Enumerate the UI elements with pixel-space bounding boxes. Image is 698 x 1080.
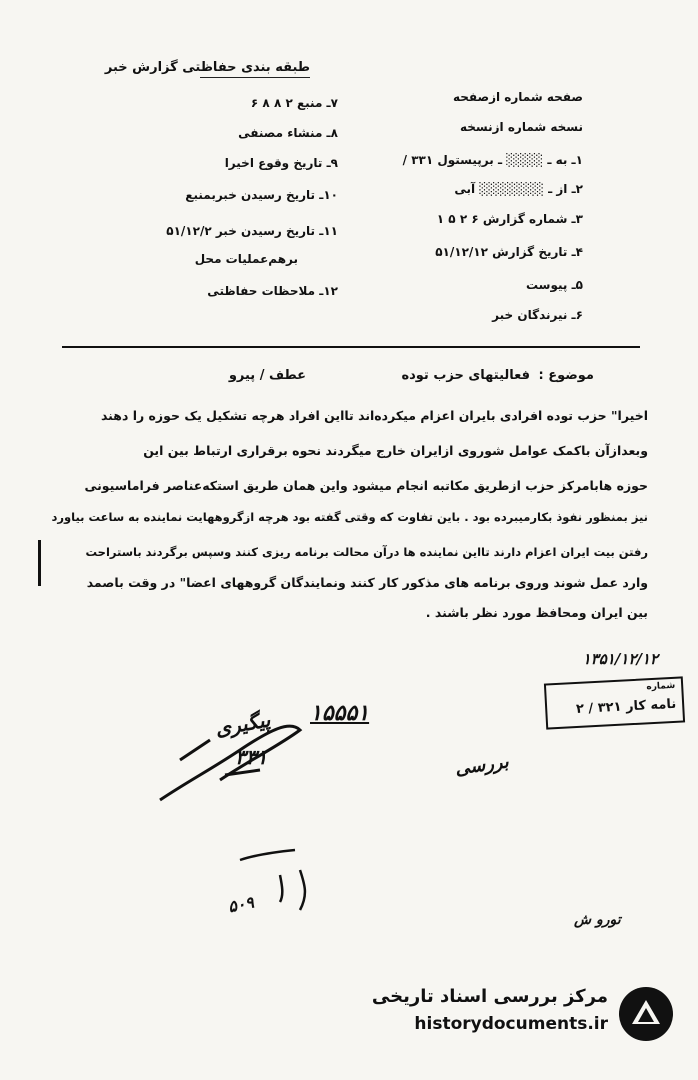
header-field-report-receipt-date: ۱۱ـ تاریخ رسیدن خبر ۵۱/۱۲/۲: [166, 224, 338, 238]
handwritten-signature-name: تورو ش: [574, 912, 621, 928]
handwritten-note-followup: پیگیری: [213, 707, 273, 741]
subject-reference: عطف / پیرو: [228, 368, 306, 383]
document-title: طبقه بندی حفاظتی گزارش خبر: [200, 60, 310, 78]
registry-stamp: [544, 676, 685, 729]
handwritten-note-review: بررسی: [453, 751, 510, 780]
subject-label: موضوع :: [538, 368, 594, 383]
watermark-url: historydocuments.ir: [414, 1014, 608, 1034]
handwritten-note-code: ۳۳۱: [235, 745, 268, 769]
handwritten-note-bottom: ۵۰۹: [226, 892, 256, 917]
body-line: وبعدازآن باکمک عوامل شوروی ازایران خارج میگردند نحوه برقراری ارتباط بین این: [143, 443, 648, 458]
stamp-number: نامه کار ۳۲۱ / ۲: [575, 696, 677, 718]
header-field-attachment: ۵ـ پیوست: [525, 278, 583, 292]
stamp-label: شماره: [646, 680, 676, 693]
header-field-origin: ۸ـ منشاء مصنفی: [238, 126, 338, 140]
body-line: بین ایران ومحافظ مورد نظر باشند .: [425, 605, 648, 620]
handwritten-note-number: ۱۵۵۵۱: [310, 700, 370, 726]
header-field-recipients: ۶ـ نیرندگان خبر: [492, 308, 583, 322]
body-line: اخیرا" حزب توده افرادی بایران اعزام میکرده‌اند تااین افراد هرچه تشکیل یک حوزه را دهند: [100, 408, 648, 423]
body-line: حوزه هابامرکز حزب ازطریق مکاتبه انجام میشود واین همان طریق استکه‌عناصر فراماسیونی: [84, 478, 648, 493]
header-field-source: ۷ـ منبع ۲ ۸ ۸ ۶: [250, 96, 338, 110]
header-field-page-number: صفحه شماره ازصفحه: [452, 90, 583, 104]
body-line: نیز بمنظور نفوذ بکارمیبرده بود . باین تفاوت که وقتی گفته بود هرچه ازگروههایت نماینده به ساعت بیاورد: [51, 510, 648, 524]
header-field-source-receipt-date: ۱۰ـ تاریخ رسیدن خبربمنبع: [185, 188, 338, 202]
header-field-note: برهم‌عملیات محل: [194, 252, 298, 266]
header-field-occurrence-date: ۹ـ تاریخ وقوع اخیرا: [224, 156, 338, 170]
watermark-title: مرکز بررسی اسناد تاریخی: [371, 986, 608, 1007]
archive-watermark: [371, 978, 678, 1048]
handwritten-date: ۱۳۵۱/۱۲/۱۲: [582, 650, 658, 668]
signature-scribble: [150, 700, 350, 810]
header-field-copy-number: نسخه شماره ازنسخه: [459, 120, 583, 134]
header-field-to: ۱ـ به ـ ░░░░ ـ برپیستول ۳۳۱ /: [402, 153, 583, 167]
subject-text: فعالیتهای حزب توده: [401, 368, 530, 383]
header-field-from: ۲ـ از ـ ░░░░░░░ آبی: [454, 182, 583, 196]
watermark-logo-icon: [616, 984, 676, 1044]
header-field-report-date: ۴ـ تاریخ گزارش ۵۱/۱۲/۱۲: [435, 245, 583, 259]
body-line: رفتن بیت ایران اعزام دارند تااین نماینده ها درآن محالت برنامه ریزی کنند وسپس برگردند باستراحت: [85, 545, 648, 559]
header-divider: [62, 346, 640, 348]
body-line: وارد عمل شوند وروی برنامه های مذکور کار کنند ونمایندگان گروههای اعضا" در وقت باصمد: [86, 575, 648, 590]
margin-mark: [38, 540, 45, 586]
bottom-scribble: [220, 840, 340, 930]
header-field-security-remarks: ۱۲ـ ملاحظات حفاظتی: [207, 284, 338, 298]
header-field-report-number: ۳ـ شماره گزارش ۶ ۲ ۵ ۱: [436, 212, 583, 226]
